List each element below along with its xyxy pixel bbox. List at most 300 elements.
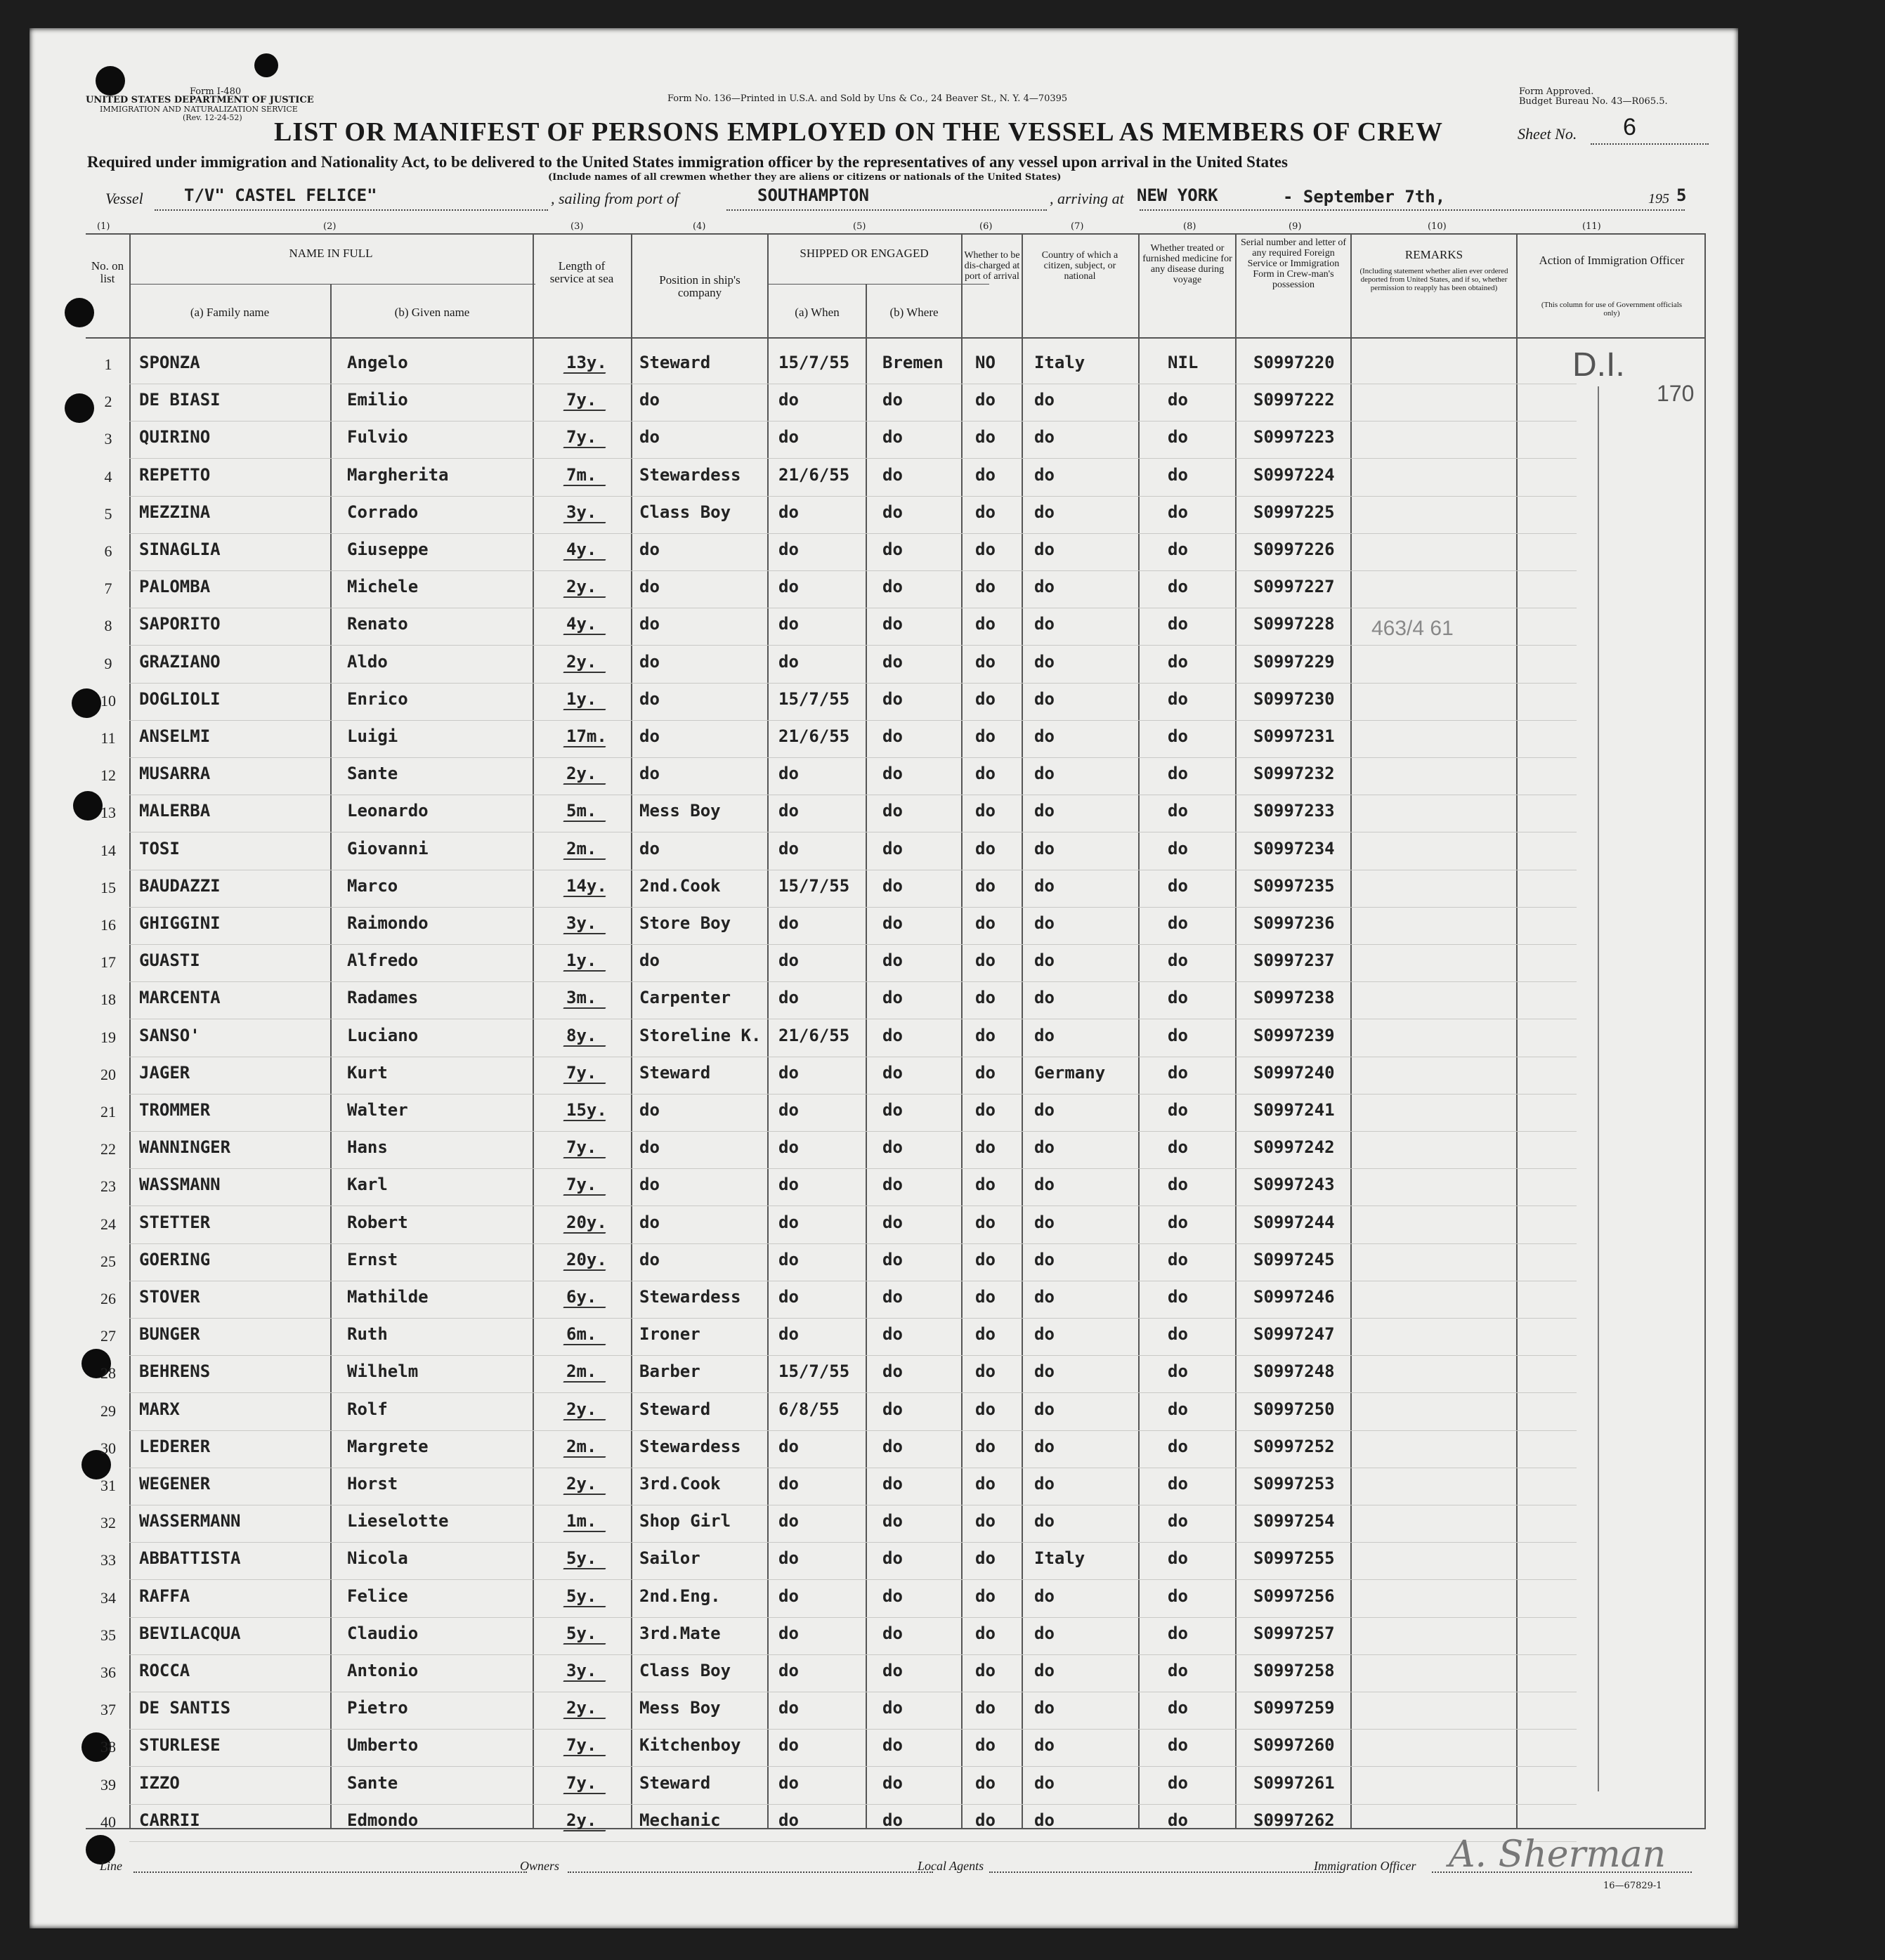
header-serial: Serial number and letter of any required Foreign Service or Immigration Form in Crew-man's possession (1240, 237, 1347, 290)
crew-discharged: do (975, 1361, 996, 1382)
header-discharged: Whether to be dis-charged at port of arrival (964, 250, 1020, 282)
table-row (30, 1768, 1738, 1805)
crew-medicine: do (1168, 651, 1188, 672)
crew-given-name: Leonardo (347, 801, 429, 821)
crew-shipped-when: do (778, 1661, 799, 1680)
crew-shipped-where: do (882, 1474, 903, 1494)
crew-shipped-where: do (882, 1287, 903, 1307)
crew-list-number: 10 (100, 691, 116, 710)
crew-serial-number: S0997240 (1253, 1062, 1335, 1083)
crew-discharged: do (975, 1399, 996, 1419)
crew-service-length: 20y. (566, 1249, 607, 1269)
check-mark (563, 1699, 614, 1719)
crew-service-length: 2m. (566, 1436, 597, 1456)
crew-given-name: Luigi (347, 726, 398, 746)
crew-family-name: MEZZINA (139, 502, 211, 522)
crew-list-number: 18 (100, 991, 116, 1009)
crew-given-name: Robert (347, 1212, 408, 1232)
crew-discharged: do (975, 1175, 996, 1195)
crew-country: do (1034, 1511, 1055, 1531)
header-when: (a) When (795, 306, 840, 319)
crew-list-number: 30 (100, 1439, 116, 1457)
crew-shipped-when: do (778, 838, 799, 858)
crew-given-name: Lieselotte (347, 1511, 449, 1531)
crew-serial-number: S0997231 (1253, 726, 1335, 746)
crew-discharged: do (975, 540, 996, 559)
crew-shipped-where: do (882, 1623, 903, 1643)
crew-list-number: 37 (100, 1701, 116, 1719)
crew-given-name: Corrado (347, 502, 419, 522)
crew-serial-number: S0997238 (1253, 988, 1335, 1008)
check-mark (563, 1513, 614, 1532)
crew-country: do (1034, 1772, 1055, 1793)
crew-country: do (1034, 464, 1055, 485)
crew-medicine: do (1168, 988, 1188, 1008)
crew-shipped-where: do (882, 764, 903, 784)
crew-given-name: Hans (347, 1137, 388, 1158)
crew-given-name: Renato (347, 614, 408, 634)
crew-list-number: 21 (100, 1103, 116, 1121)
crew-serial-number: S0997233 (1253, 801, 1335, 821)
check-mark (563, 1288, 614, 1308)
crew-service-length: 7y. (566, 1175, 597, 1195)
crew-family-name: WEGENER (139, 1474, 211, 1494)
crew-discharged: do (975, 651, 996, 672)
crew-family-name: GRAZIANO (139, 651, 221, 672)
crew-discharged: do (975, 1324, 996, 1345)
crew-position: do (639, 1100, 660, 1120)
crew-serial-number: S0997261 (1253, 1772, 1335, 1793)
crew-family-name: WASSERMANN (139, 1511, 241, 1531)
crew-serial-number: S0997253 (1253, 1474, 1335, 1494)
crew-shipped-when: do (778, 651, 799, 672)
crew-discharged: do (975, 1100, 996, 1120)
crew-given-name: Sante (347, 764, 398, 784)
crew-shipped-where: do (882, 838, 903, 858)
crew-service-length: 7y. (566, 1137, 597, 1158)
crew-discharged: do (975, 1212, 996, 1232)
crew-list-number: 17 (100, 953, 116, 972)
check-mark (563, 541, 614, 561)
crew-given-name: Marco (347, 875, 398, 896)
crew-position: do (639, 1175, 660, 1195)
crew-shipped-when: do (778, 1623, 799, 1643)
crew-country: do (1034, 688, 1055, 709)
manifest-sheet (30, 28, 1738, 1928)
crew-shipped-where: do (882, 1175, 903, 1195)
crew-discharged: do (975, 502, 996, 522)
crew-service-length: 2y. (566, 764, 597, 784)
crew-position: Steward (639, 1399, 711, 1419)
crew-shipped-where: do (882, 1212, 903, 1232)
table-row (30, 758, 1738, 795)
crew-family-name: JAGER (139, 1062, 190, 1083)
crew-position: do (639, 1212, 660, 1232)
check-mark (563, 653, 614, 673)
header-position: Position in ship's company (659, 273, 741, 299)
col-num-3: (3) (570, 221, 584, 232)
crew-family-name: STOVER (139, 1287, 200, 1307)
crew-shipped-where: do (882, 1661, 903, 1680)
crew-serial-number: S0997262 (1253, 1810, 1335, 1830)
arriving-label: , arriving at (1050, 190, 1124, 207)
crew-list-number: 2 (104, 393, 112, 411)
form-revision: (Rev. 12-24-52) (183, 113, 242, 122)
crew-service-length: 2y. (566, 1810, 597, 1830)
crew-shipped-where: Bremen (882, 353, 944, 372)
crew-list-number: 7 (104, 580, 112, 598)
crew-service-length: 1y. (566, 950, 597, 971)
crew-shipped-when: do (778, 1810, 799, 1830)
crew-shipped-when: 15/7/55 (778, 1361, 850, 1382)
crew-medicine: do (1168, 1399, 1188, 1419)
crew-family-name: GHIGGINI (139, 913, 221, 933)
crew-serial-number: S0997257 (1253, 1623, 1335, 1643)
crew-given-name: Fulvio (347, 427, 408, 447)
check-mark (563, 1401, 614, 1420)
crew-family-name: DOGLIOLI (139, 688, 221, 709)
crew-serial-number: S0997248 (1253, 1361, 1335, 1382)
crew-country: Italy (1034, 1548, 1085, 1569)
form-approved: Form Approved. (1519, 86, 1594, 97)
crew-shipped-when: do (778, 1735, 799, 1756)
crew-given-name: Antonio (347, 1661, 419, 1680)
crew-shipped-where: do (882, 1548, 903, 1569)
crew-family-name: SANSO' (139, 1025, 200, 1045)
crew-serial-number: S0997234 (1253, 838, 1335, 858)
crew-list-number: 28 (100, 1364, 116, 1383)
crew-position: do (639, 390, 660, 410)
crew-shipped-when: do (778, 540, 799, 559)
crew-list-number: 19 (100, 1028, 116, 1046)
crew-service-length: 3m. (566, 988, 597, 1008)
crew-service-length: 13y. (566, 353, 607, 372)
check-mark (563, 1438, 614, 1458)
table-row (30, 1581, 1738, 1618)
crew-country: do (1034, 1324, 1055, 1345)
crew-family-name: REPETTO (139, 464, 211, 485)
crew-medicine: do (1168, 390, 1188, 410)
crew-given-name: Aldo (347, 651, 388, 672)
col-num-6: (6) (979, 221, 993, 232)
crew-country: do (1034, 651, 1055, 672)
crew-position: do (639, 726, 660, 746)
check-mark (563, 802, 614, 822)
crew-position: do (639, 540, 660, 559)
crew-given-name: Giuseppe (347, 540, 429, 559)
check-mark (563, 466, 614, 486)
crew-list-number: 34 (100, 1588, 116, 1607)
crew-discharged: do (975, 913, 996, 933)
arrival-date: - September 7th, (1283, 187, 1446, 207)
crew-list-number: 3 (104, 430, 112, 448)
crew-list-number: 9 (104, 654, 112, 672)
crew-position: do (639, 1137, 660, 1158)
crew-given-name: Giovanni (347, 838, 429, 858)
crew-shipped-where: do (882, 688, 903, 709)
crew-family-name: TOSI (139, 838, 180, 858)
crew-given-name: Michele (347, 577, 419, 597)
check-mark (563, 915, 614, 934)
col-num-5: (5) (853, 221, 866, 232)
crew-medicine: do (1168, 801, 1188, 821)
header-given-name: (b) Given name (394, 306, 470, 319)
crew-service-length: 5m. (566, 801, 597, 821)
page-title: LIST OR MANIFEST OF PERSONS EMPLOYED ON THE VESSEL AS MEMBERS OF CREW (274, 117, 1443, 147)
crew-shipped-where: do (882, 1772, 903, 1793)
crew-serial-number: S0997246 (1253, 1287, 1335, 1307)
crew-serial-number: S0997259 (1253, 1698, 1335, 1718)
crew-serial-number: S0997228 (1253, 614, 1335, 634)
crew-shipped-when: do (778, 1698, 799, 1718)
crew-shipped-when: 21/6/55 (778, 1025, 850, 1045)
crew-position: Steward (639, 353, 711, 372)
footer-line-label: Line (100, 1859, 123, 1873)
crew-shipped-when: do (778, 950, 799, 971)
col-num-4: (4) (693, 221, 706, 232)
check-mark (563, 1812, 614, 1831)
include-note: (Include names of all crewmen whether they are aliens or citizens or nationals of the United States) (548, 172, 1062, 183)
header-remarks-note: (Including statement whether alien ever ordered deported from United States, and if so, whether permission to reapply has been obtained) (1359, 267, 1508, 292)
crew-service-length: 14y. (566, 875, 607, 896)
table-row (30, 1169, 1738, 1206)
crew-family-name: IZZO (139, 1772, 180, 1793)
crew-medicine: do (1168, 1324, 1188, 1345)
crew-service-length: 5y. (566, 1623, 597, 1643)
crew-discharged: NO (975, 353, 996, 372)
crew-list-number: 23 (100, 1177, 116, 1196)
crew-shipped-where: do (882, 988, 903, 1008)
crew-given-name: Margherita (347, 464, 449, 485)
crew-position: 2nd.Eng. (639, 1586, 721, 1606)
crew-country: do (1034, 1661, 1055, 1680)
table-row (30, 497, 1738, 534)
check-mark (563, 578, 614, 598)
form-code: 16—67829-1 (1603, 1881, 1662, 1891)
crew-country: do (1034, 726, 1055, 746)
check-mark (563, 1737, 614, 1756)
crew-shipped-when: do (778, 1511, 799, 1531)
table-row (30, 571, 1738, 608)
officer-mark: D.I. (1572, 346, 1625, 384)
crew-list-number: 26 (100, 1290, 116, 1307)
crew-family-name: RAFFA (139, 1586, 190, 1606)
crew-country: do (1034, 614, 1055, 634)
crew-family-name: BUNGER (139, 1324, 200, 1345)
crew-medicine: do (1168, 1062, 1188, 1083)
crew-list-number: 1 (104, 355, 112, 373)
crew-discharged: do (975, 1661, 996, 1680)
crew-family-name: DE BIASI (139, 390, 221, 410)
crew-family-name: WANNINGER (139, 1137, 231, 1158)
sailing-label: , sailing from port of (551, 190, 679, 207)
crew-given-name: Rolf (347, 1399, 388, 1419)
crew-list-number: 38 (100, 1738, 116, 1756)
crew-serial-number: S0997255 (1253, 1548, 1335, 1569)
crew-medicine: do (1168, 502, 1188, 522)
table-row (30, 608, 1738, 646)
header-remarks: REMARKS (1404, 248, 1463, 261)
crew-service-length: 3y. (566, 913, 597, 933)
crew-serial-number: S0997260 (1253, 1735, 1335, 1756)
crew-serial-number: S0997247 (1253, 1324, 1335, 1345)
table-row (30, 384, 1738, 422)
table-row (30, 1394, 1738, 1431)
crew-list-number: 22 (100, 1140, 116, 1158)
header-officer-action: Action of Immigration Officer (1539, 254, 1685, 267)
crew-medicine: do (1168, 1287, 1188, 1307)
header-service: Length of service at sea (549, 259, 614, 285)
table-row (30, 1543, 1738, 1580)
crew-position: 2nd.Cook (639, 875, 721, 896)
crew-service-length: 7y. (566, 1772, 597, 1793)
crew-family-name: PALOMBA (139, 577, 211, 597)
crew-family-name: DE SANTIS (139, 1698, 231, 1718)
budget-bureau: Budget Bureau No. 43—R065.5. (1519, 96, 1668, 107)
crew-serial-number: S0997243 (1253, 1175, 1335, 1195)
crew-shipped-where: do (882, 1100, 903, 1120)
crew-country: do (1034, 1399, 1055, 1419)
crew-discharged: do (975, 390, 996, 410)
crew-medicine: NIL (1168, 353, 1199, 372)
crew-country: do (1034, 801, 1055, 821)
crew-medicine: do (1168, 1661, 1188, 1680)
table-row (30, 1730, 1738, 1767)
crew-shipped-when: 6/8/55 (778, 1399, 840, 1419)
crew-serial-number: S0997222 (1253, 390, 1335, 410)
crew-country: do (1034, 1361, 1055, 1382)
crew-serial-number: S0997250 (1253, 1399, 1335, 1419)
punch-hole (96, 66, 125, 96)
crew-given-name: Claudio (347, 1623, 419, 1643)
crew-shipped-where: do (882, 1698, 903, 1718)
crew-discharged: do (975, 1772, 996, 1793)
crew-discharged: do (975, 1474, 996, 1494)
crew-shipped-when: do (778, 1324, 799, 1345)
crew-position: do (639, 427, 660, 447)
crew-list-number: 16 (100, 916, 116, 934)
crew-given-name: Margrete (347, 1436, 429, 1456)
check-mark (563, 429, 614, 448)
crew-position: Stewardess (639, 464, 741, 485)
crew-medicine: do (1168, 1586, 1188, 1606)
crew-service-length: 7y. (566, 1062, 597, 1083)
crew-position: 3rd.Cook (639, 1474, 721, 1494)
crew-service-length: 5y. (566, 1586, 597, 1606)
crew-list-number: 27 (100, 1327, 116, 1345)
crew-position: Stewardess (639, 1287, 741, 1307)
check-mark (563, 840, 614, 860)
crew-country: do (1034, 764, 1055, 784)
crew-medicine: do (1168, 577, 1188, 597)
crew-family-name: BEHRENS (139, 1361, 211, 1382)
crew-family-name: ABBATTISTA (139, 1548, 241, 1569)
crew-country: do (1034, 502, 1055, 522)
crew-service-length: 2m. (566, 838, 597, 858)
crew-position: Mechanic (639, 1810, 721, 1830)
table-row (30, 1655, 1738, 1692)
crew-given-name: Luciano (347, 1025, 419, 1045)
crew-shipped-where: do (882, 1399, 903, 1419)
crew-medicine: do (1168, 1100, 1188, 1120)
crew-shipped-when: do (778, 988, 799, 1008)
crew-country: Italy (1034, 353, 1085, 372)
col-num-2: (2) (323, 221, 337, 232)
crew-shipped-where: do (882, 1025, 903, 1045)
crew-shipped-where: do (882, 502, 903, 522)
punch-hole (254, 53, 278, 77)
crew-medicine: do (1168, 1474, 1188, 1494)
table-row (30, 833, 1738, 870)
crew-family-name: MALERBA (139, 801, 211, 821)
crew-country: do (1034, 913, 1055, 933)
check-mark (563, 1027, 614, 1047)
check-mark (563, 1064, 614, 1084)
crew-discharged: do (975, 577, 996, 597)
crew-list-number: 36 (100, 1664, 116, 1681)
crew-position: do (639, 950, 660, 971)
crew-given-name: Ernst (347, 1249, 398, 1269)
crew-serial-number: S0997237 (1253, 950, 1335, 971)
crew-shipped-where: do (882, 875, 903, 896)
table-row (30, 870, 1738, 908)
crew-country: do (1034, 950, 1055, 971)
crew-service-length: 7m. (566, 464, 597, 485)
crew-count: 170 (1657, 381, 1695, 406)
check-mark (563, 504, 614, 523)
crew-country: do (1034, 1287, 1055, 1307)
header-shipped: SHIPPED OR ENGAGED (800, 247, 929, 260)
table-row (30, 459, 1738, 497)
crew-country: do (1034, 390, 1055, 410)
crew-shipped-where: do (882, 390, 903, 410)
table-row (30, 347, 1738, 384)
table-row (30, 795, 1738, 832)
crew-serial-number: S0997241 (1253, 1100, 1335, 1120)
check-mark (563, 1662, 614, 1682)
table-row (30, 1468, 1738, 1505)
crew-position: do (639, 651, 660, 672)
sheet-label: Sheet No. (1518, 125, 1577, 143)
crew-family-name: CARRII (139, 1810, 200, 1830)
crew-position: do (639, 1249, 660, 1269)
crew-shipped-where: do (882, 1137, 903, 1158)
check-mark (563, 1475, 614, 1495)
crew-country: do (1034, 1586, 1055, 1606)
crew-shipped-when: do (778, 614, 799, 634)
table-row (30, 1505, 1738, 1543)
crew-discharged: do (975, 988, 996, 1008)
vessel-label: Vessel (105, 190, 143, 207)
crew-discharged: do (975, 875, 996, 896)
crew-list-number: 8 (104, 617, 112, 635)
crew-discharged: do (975, 1698, 996, 1718)
table-row (30, 646, 1738, 684)
col-num-7: (7) (1071, 221, 1084, 232)
crew-shipped-where: do (882, 1062, 903, 1083)
crew-medicine: do (1168, 1548, 1188, 1569)
crew-serial-number: S0997235 (1253, 875, 1335, 896)
crew-shipped-where: do (882, 950, 903, 971)
crew-service-length: 20y. (566, 1212, 607, 1232)
header-name: NAME IN FULL (289, 247, 373, 260)
crew-medicine: do (1168, 1511, 1188, 1531)
crew-position: do (639, 577, 660, 597)
crew-medicine: do (1168, 1249, 1188, 1269)
crew-discharged: do (975, 427, 996, 447)
department-name: UNITED STATES DEPARTMENT OF JUSTICE (86, 95, 314, 105)
crew-shipped-when: do (778, 801, 799, 821)
